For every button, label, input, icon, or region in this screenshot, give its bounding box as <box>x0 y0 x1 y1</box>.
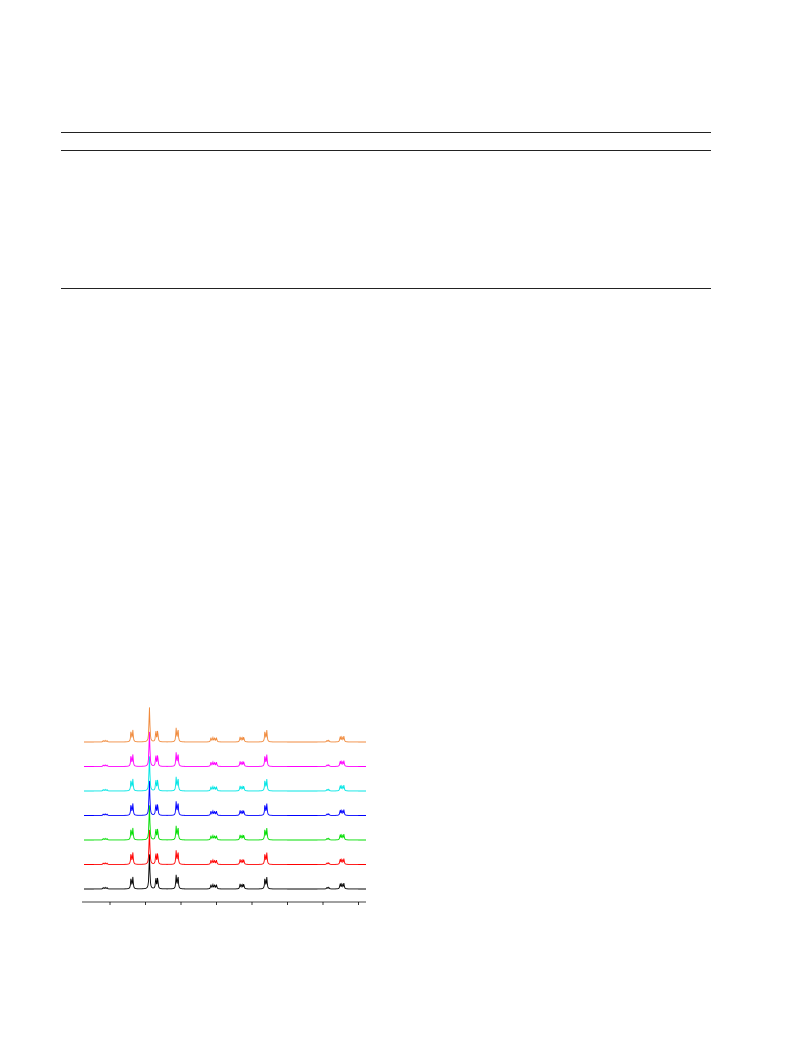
spectrum-line <box>84 854 366 889</box>
spectrum-line <box>84 732 366 767</box>
spectrum-line <box>84 830 366 865</box>
table-bottom-rule <box>61 288 711 289</box>
spectra-group <box>84 707 366 889</box>
spectrum-line <box>84 805 366 840</box>
spectrum-line <box>84 781 366 816</box>
nmr-stacked-spectra-chart <box>78 700 370 910</box>
table-top-rule <box>61 132 711 133</box>
x-axis-ticks <box>110 902 359 905</box>
spectrum-line <box>84 707 366 742</box>
table-header-rule <box>61 150 711 151</box>
spectrum-line <box>84 756 366 791</box>
